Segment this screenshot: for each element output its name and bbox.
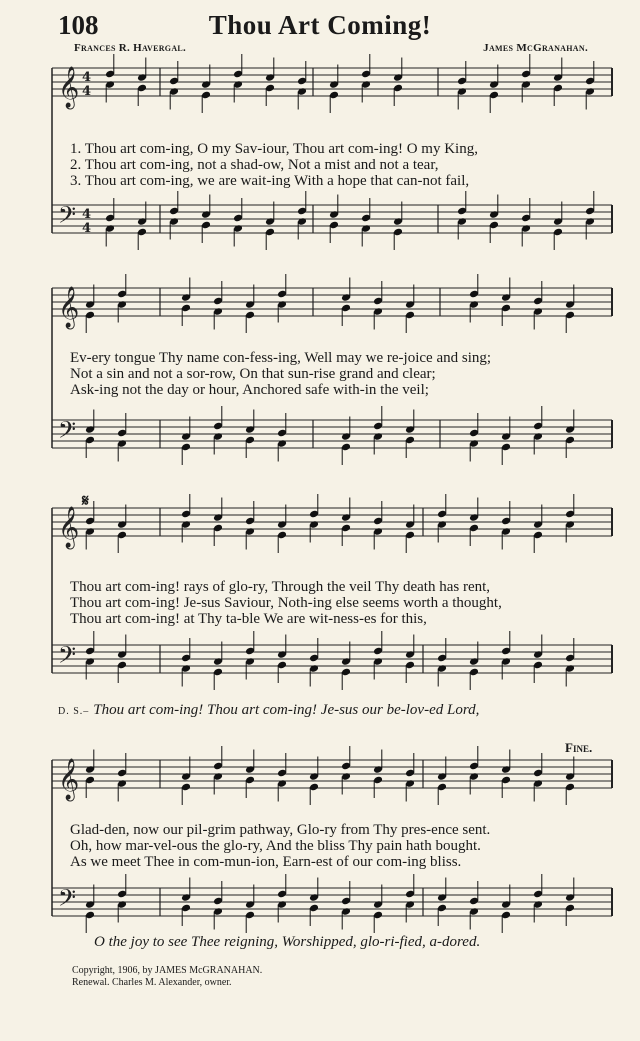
lyric-line: 3. Thou art com-ing, we are wait-ing With a hope that can-not fail, xyxy=(70,173,470,189)
bass-clef-icon: 𝄢 xyxy=(58,884,77,917)
da-segno-text: Thou art com-ing! Thou art com-ing! Je-sus our be-lov-ed Lord, xyxy=(93,702,480,718)
da-segno-label: D. S.– xyxy=(58,706,90,717)
bass-clef-icon: 𝄢 xyxy=(58,641,77,674)
lyric-line: As we meet Thee in com-mun-ion, Earn-est of our com-ing bliss. xyxy=(70,854,462,870)
copyright-line: Copyright, 1906, by JAMES McGRANAHAN. xyxy=(72,965,263,976)
lyric-line: Ev-ery tongue Thy name con-fess-ing, Well may we re-joice and sing; xyxy=(70,350,492,366)
lyric-line: 2. Thou art com-ing, not a shad-ow, Not a mist and not a tear, xyxy=(70,157,439,173)
time-signature-icon: 4 xyxy=(82,70,92,85)
hymn-title: Thou Art Coming! xyxy=(208,10,432,40)
lyric-line: Not a sin and not a sor-row, On that sun-rise grand and clear; xyxy=(70,366,436,382)
treble-clef-icon: 𝄞 xyxy=(58,287,80,328)
time-signature-icon: 4 xyxy=(82,207,92,222)
fine-marking: Fine. xyxy=(565,740,593,755)
lyricist-credit: Frances R. Havergal. xyxy=(74,42,187,54)
copyright-line: Renewal. Charles M. Alexander, owner. xyxy=(72,977,232,988)
lyric-line: Thou art com-ing! rays of glo-ry, Through the veil Thy death has rent, xyxy=(70,579,491,595)
lyric-line: Ask-ing not the day or hour, Anchored safe with-in the veil; xyxy=(70,382,429,398)
lyric-line: Thou art com-ing! Je-sus Saviour, Noth-ing else seems worth a thought, xyxy=(70,595,502,611)
time-signature-icon: 4 xyxy=(82,84,92,99)
copyright-notice xyxy=(72,965,262,989)
bass-clef-icon: 𝄢 xyxy=(58,416,77,449)
lyric-line: Thou art com-ing! at Thy ta-ble We are wit-ness-es for this, xyxy=(70,611,427,627)
time-signature-icon: 4 xyxy=(82,221,92,236)
treble-clef-icon: 𝄞 xyxy=(58,67,80,108)
treble-clef-icon: 𝄞 xyxy=(58,759,80,800)
segno-sign: 𝄋 xyxy=(82,493,89,510)
refrain-end-line: O the joy to see Thee reigning, Worshipped, glo-ri-fied, a-dored. xyxy=(94,934,481,950)
lyric-line: Glad-den, now our pil-grim pathway, Glo-ry from Thy pres-ence sent. xyxy=(70,822,491,838)
bass-clef-icon: 𝄢 xyxy=(58,201,77,234)
da-segno-line xyxy=(58,702,618,719)
hymn-number: 108 xyxy=(58,10,99,40)
composer-credit: James McGranahan. xyxy=(483,42,588,54)
lyric-line: Oh, how mar-vel-ous the glo-ry, And the bliss Thy pain hath bought. xyxy=(70,838,481,854)
lyric-line: 1. Thou art com-ing, O my Sav-iour, Thou art com-ing! O my King, xyxy=(70,141,478,157)
treble-clef-icon: 𝄞 xyxy=(58,507,80,548)
